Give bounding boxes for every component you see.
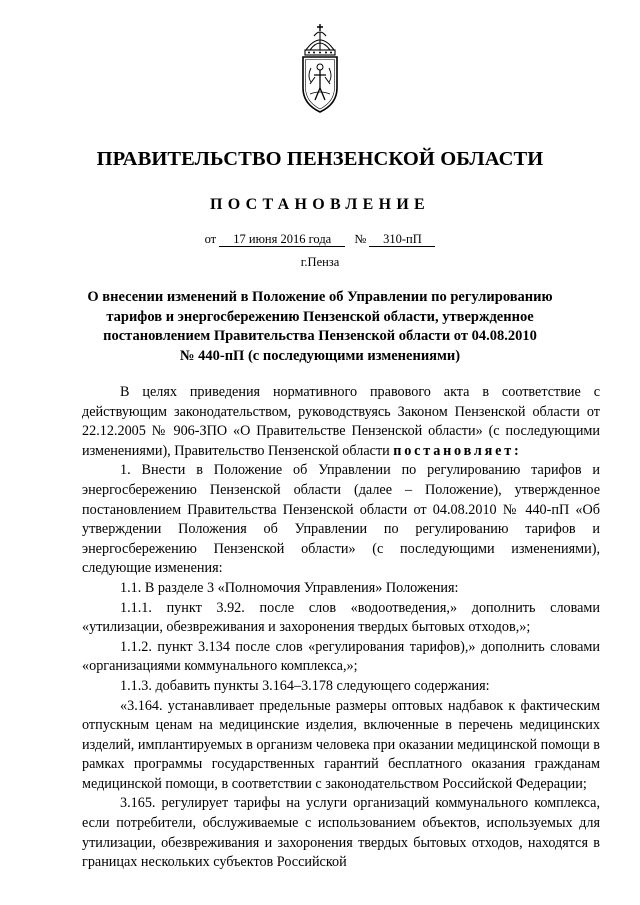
document-number: 310-пП: [369, 232, 435, 247]
subject-line: постановлением Правительства Пензенской области от 04.08.2010: [103, 328, 537, 344]
paragraph-1-1: 1.1. В разделе 3 «Полномочия Управления» Положения:: [120, 579, 459, 596]
document-body: [82, 383, 600, 873]
number-prefix: №: [354, 232, 367, 246]
document-type: ПОСТАНОВЛЕНИЕ: [209, 196, 431, 213]
coat-of-arms-icon: [296, 24, 344, 116]
clause-3-165: 3.165. регулирует тарифы на услуги организаций коммунального комплекса, если потребители, обслуживаемые с использованием объектов, используемых для утилизации, обезвреживания и захоронения твердых бытовых отходов, находятся в границах нескольких субъектов Российской: [82, 795, 600, 871]
date-number-line: [0, 232, 640, 247]
city: г.Пенза: [300, 255, 340, 269]
preamble-paragraph: [82, 383, 600, 461]
subject-line: № 440-пП (с последующими изменениями): [179, 347, 461, 364]
subject-line: О внесении изменений в Положение об Управлении по регулированию: [87, 289, 553, 305]
paragraph-1-1-2: 1.1.2. пункт 3.134 после слов «регулирования тарифов),» дополнить словами «организациями коммунального комплекса,»;: [82, 638, 600, 675]
subject-line: тарифов и энергосбережению Пензенской области, утвержденное: [106, 308, 534, 325]
clause-3-164: «3.164. устанавливает предельные размеры оптовых надбавок к фактическим отпускным ценам на медицинские изделия, включенные в перечень медицинских изделий, имплантируемых в организм человека при оказании медицинской помощи в рамках программы государственных гарантий бесплатного оказания гражданам медицинской помощи, в соответствии с законодательством Российской Федерации;: [82, 697, 600, 792]
org-title: ПРАВИТЕЛЬСТВО ПЕНЗЕНСКОЙ ОБЛАСТИ: [96, 148, 544, 170]
paragraph-1-1-1: 1.1.1. пункт 3.92. после слов «водоотведения,» дополнить словами «утилизации, обезвреживания и захоронения твердых бытовых отходов,»;: [82, 599, 600, 636]
document-subject: [76, 288, 564, 366]
date-prefix: от: [204, 232, 217, 246]
document-date: 17 июня 2016 года: [219, 232, 345, 247]
paragraph-1: 1. Внести в Положение об Управлении по регулированию тарифов и энергосбережению Пензенской области (далее – Положение), утвержденное постановлением Правительства Пензенской области от 04.08.2010 № 440-пП «Об утверждении Положения об Управлении по регулированию тарифов и энергосбережению Пензенской области» (с последующими изменениями), следующие изменения:: [82, 462, 600, 577]
preamble-text: В целях приведения нормативного правового акта в соответствие с действующим законодательством, руководствуясь Законом Пензенской области от 22.12.2005 № 906-ЗПО «О Правительстве Пензенской области» (с последующими изменениями), Правительство Пензенской области: [82, 384, 600, 459]
resolves-word: постановляет:: [393, 442, 522, 459]
paragraph-1-1-3: 1.1.3. добавить пункты 3.164–3.178 следующего содержания:: [120, 677, 490, 694]
